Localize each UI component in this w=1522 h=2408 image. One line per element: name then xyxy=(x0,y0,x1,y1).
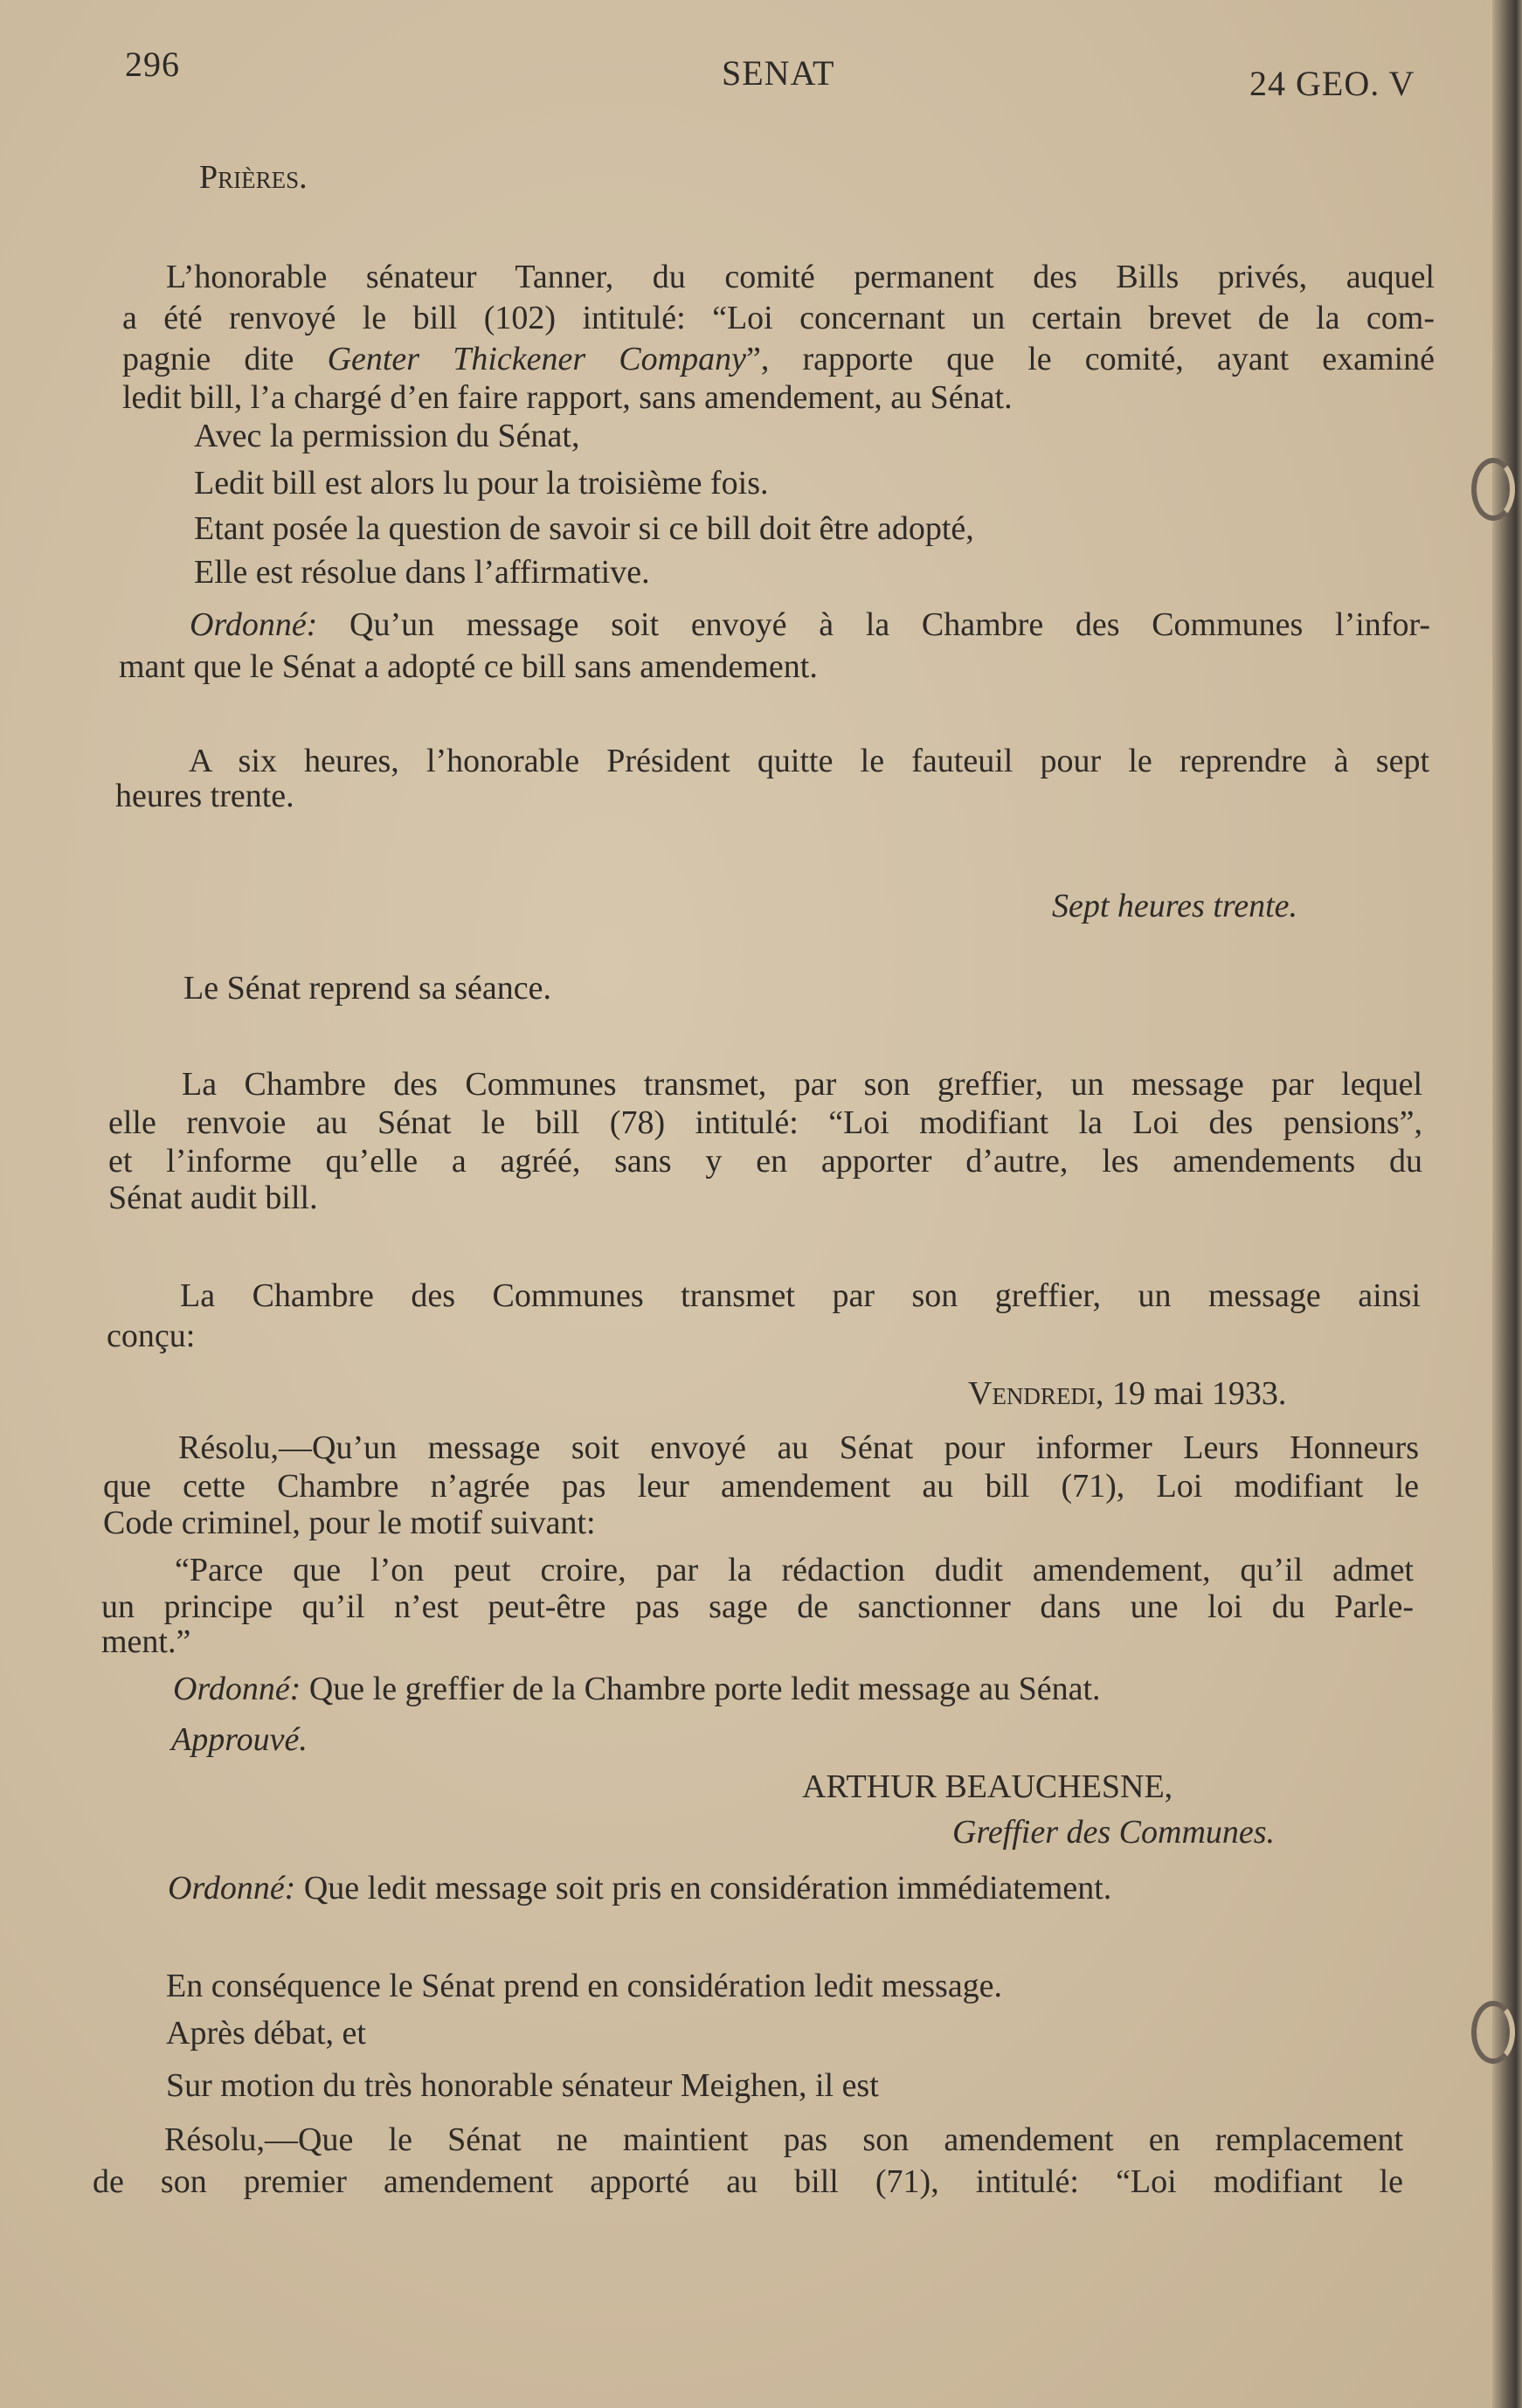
paragraph: Etant posée la question de savoir si ce bill doit être adopté, xyxy=(194,510,974,547)
page-number: 296 xyxy=(125,45,180,84)
binding-ring-icon xyxy=(1471,458,1515,521)
paragraph: Sur motion du très honorable sénateur Meighen, il est xyxy=(166,2067,879,2104)
approval: Approuvé. xyxy=(171,1721,308,1758)
paragraph: Elle est résolue dans l’affirmative. xyxy=(194,554,650,591)
document-page: 296 SENAT 24 GEO. V Prières. L’honorable sénateur Tanner, du comité permanent des Bills privés, auquel a été renvoyé le bill (102) intitulé: “Loi concernant un certain brevet de la com- pagnie dite Genter Thickener Company”, rapporte que le comité, ayant examiné ledit bill, l’a chargé d’en faire rapport, sans amendement, au Sénat. Avec la permission du Sénat, Ledit bill est alors lu pour la troisième fois. Etant posée la question de savoir si ce bill doit être adopté, Elle est résolue dans l’affirmative. Ordonné: Qu’un message soit envoyé à la Chambre des Communes l’infor- mant que le Sénat a adopté ce bill sans amendement. A six heures, l’honorable Président quitte le fauteuil pour le reprendre à sept heures trente. Sept heures trente. Le Sénat reprend sa séance. La Chambre des Communes transmet, par son greffier, un message par lequel elle renvoie au Sénat le bill (78) intitulé: “Loi modifiant la Loi des pensions”, et l’informe qu’elle a agréé, sans y en apporter d’autre, les amendements du Sénat audit bill. La Chambre des Communes transmet par son greffier, un message ainsi conçu: Vendredi, 19 mai 1933. Résolu,—Qu’un message soit envoyé au Sénat pour informer Leurs Honneurs que cette Chambre n’agrée pas leur amendement au bill (71), Loi modifiant le Code criminel, pour le motif suivant: “Parce que l’on peut croire, par la rédaction dudit amendement, qu’il admet un principe qu’il n’est peut-être pas sage de sanctionner dans une loi du Parle- ment.” Ordonné: Que le greffier de la Chambre porte ledit message au Sénat. Approuvé. ARTHUR BEAUCHESNE, Greffier des Communes. Ordonné: Que ledit message soit pris en considération immédiatement. En conséquence le Sénat prend en considération ledit message. Après débat, et Sur motion du très honorable sénateur Meighen, il est Résolu,—Que le Sénat ne maintient pas son amendement en remplacement de son premier amendement apporté au bill (71), intitulé: “Loi modifiant le xyxy=(0,0,1522,2408)
session-label: 24 GEO. V xyxy=(1249,64,1415,103)
signature-name: ARTHUR BEAUCHESNE, xyxy=(802,1768,1173,1805)
paragraph: Avec la permission du Sénat, xyxy=(194,418,580,454)
paragraph-order: Ordonné: Que ledit message soit pris en considération immédiatement. xyxy=(168,1870,1112,1906)
paragraph: Après débat, et xyxy=(166,2015,366,2052)
paragraph: Ledit bill est alors lu pour la troisième fois. xyxy=(194,465,769,502)
section-heading: Prières. xyxy=(199,159,308,196)
signature-title: Greffier des Communes. xyxy=(952,1814,1276,1851)
paragraph: En conséquence le Sénat prend en considération ledit message. xyxy=(166,1968,1003,2004)
time-heading: Sept heures trente. xyxy=(1052,888,1298,924)
message-date: Vendredi, 19 mai 1933. xyxy=(968,1375,1287,1412)
paragraph: Le Sénat reprend sa séance. xyxy=(183,970,551,1007)
binding-ring-icon xyxy=(1471,2001,1515,2064)
running-title: SENAT xyxy=(722,53,835,93)
paragraph-order: Ordonné: Que le greffier de la Chambre porte ledit message au Sénat. xyxy=(173,1671,1101,1707)
